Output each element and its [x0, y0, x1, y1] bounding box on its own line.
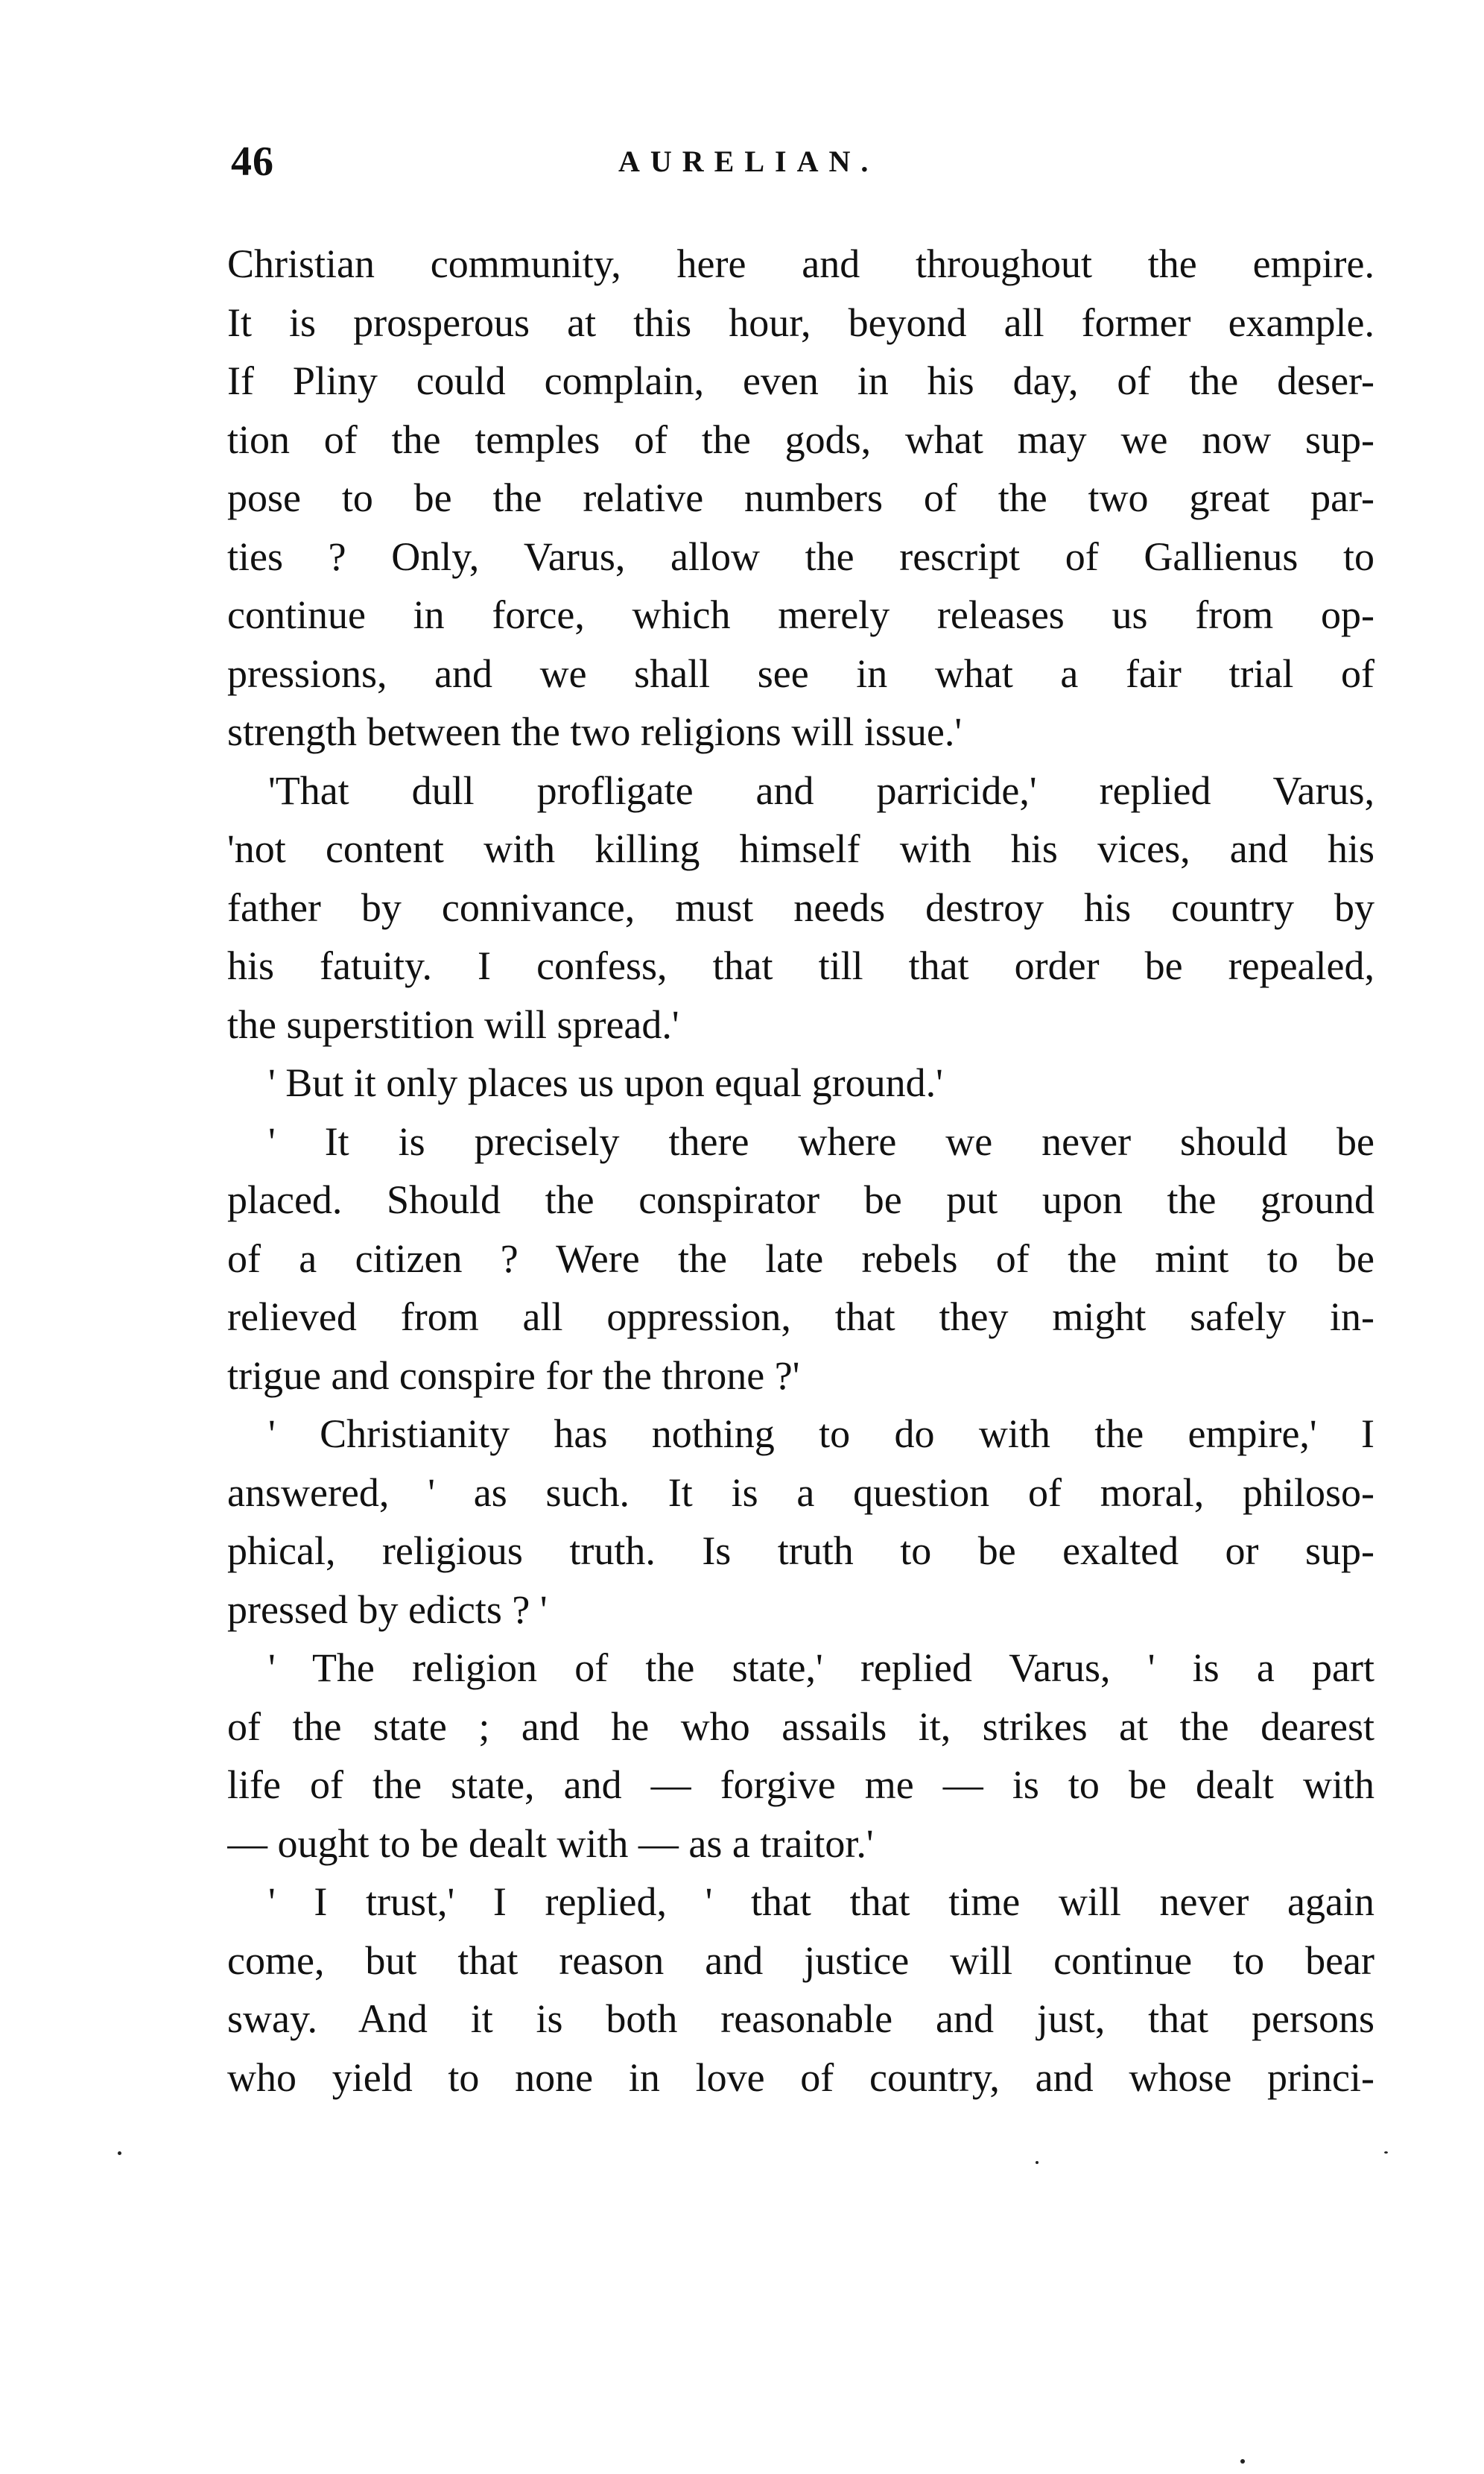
scan-speck — [1240, 2459, 1245, 2464]
text-line: ' The religion of the state,' replied Varus, ' is a part — [268, 1645, 1374, 1690]
scan-speck — [1036, 2161, 1039, 2164]
running-head — [231, 138, 1378, 190]
page-number: 46 — [231, 139, 274, 185]
text-line: pressed by edicts ? ' — [227, 1586, 548, 1632]
text-line: It is prosperous at this hour, beyond all former example. — [227, 300, 1374, 345]
scan-speck — [118, 2151, 121, 2155]
text-line: 'not content with killing himself with his vices, and his — [227, 826, 1374, 871]
text-line: — ought to be dealt with — as a traitor.' — [227, 1820, 874, 1866]
text-line: relieved from all oppression, that they might safely in- — [227, 1294, 1374, 1339]
text-line: of the state ; and he who assails it, strikes at the dearest — [227, 1703, 1374, 1749]
text-line: If Pliny could complain, even in his day, of the deser- — [227, 358, 1374, 403]
text-line: answered, ' as such. It is a question of moral, philoso- — [227, 1469, 1374, 1515]
text-line: ' I trust,' I replied, ' that that time will never again — [268, 1879, 1374, 1924]
text-line: ties ? Only, Varus, allow the rescript of Gallienus to — [227, 534, 1374, 579]
text-line: pressions, and we shall see in what a fair trial of — [227, 651, 1374, 696]
text-line: phical, religious truth. Is truth to be exalted or sup- — [227, 1528, 1374, 1573]
text-line: father by connivance, must needs destroy his country by — [227, 885, 1374, 930]
text-line: his fatuity. I confess, that till that order be repealed, — [227, 943, 1374, 988]
text-line: sway. And it is both reasonable and just, that persons — [227, 1996, 1374, 2041]
text-line: life of the state, and — forgive me — is to be dealt with — [227, 1762, 1374, 1807]
text-line: Christian community, here and throughout the empire. — [227, 241, 1374, 286]
text-line: ' It is precisely there where we never should be — [268, 1119, 1374, 1164]
text-line: come, but that reason and justice will continue to bear — [227, 1937, 1374, 1983]
text-line: ' But it only places us upon equal ground.' — [268, 1060, 943, 1105]
scan-speck — [1384, 2151, 1388, 2154]
text-line: the superstition will spread.' — [227, 1002, 679, 1047]
text-line: placed. Should the conspirator be put upon the ground — [227, 1177, 1374, 1222]
text-line: of a citizen ? Were the late rebels of the mint to be — [227, 1236, 1374, 1281]
text-line: trigue and conspire for the throne ?' — [227, 1353, 800, 1398]
text-line: continue in force, which merely releases us from op- — [227, 592, 1374, 637]
running-title: AURELIAN. — [618, 145, 879, 178]
text-line: tion of the temples of the gods, what may we now sup- — [227, 417, 1374, 462]
text-line: who yield to none in love of country, and whose princi- — [227, 2054, 1374, 2100]
text-line: 'That dull profligate and parricide,' replied Varus, — [268, 768, 1374, 813]
text-line: strength between the two religions will issue.' — [227, 709, 963, 754]
text-line: pose to be the relative numbers of the two great par- — [227, 475, 1374, 520]
text-line: ' Christianity has nothing to do with the empire,' I — [268, 1411, 1374, 1456]
body-text — [227, 235, 1374, 2107]
